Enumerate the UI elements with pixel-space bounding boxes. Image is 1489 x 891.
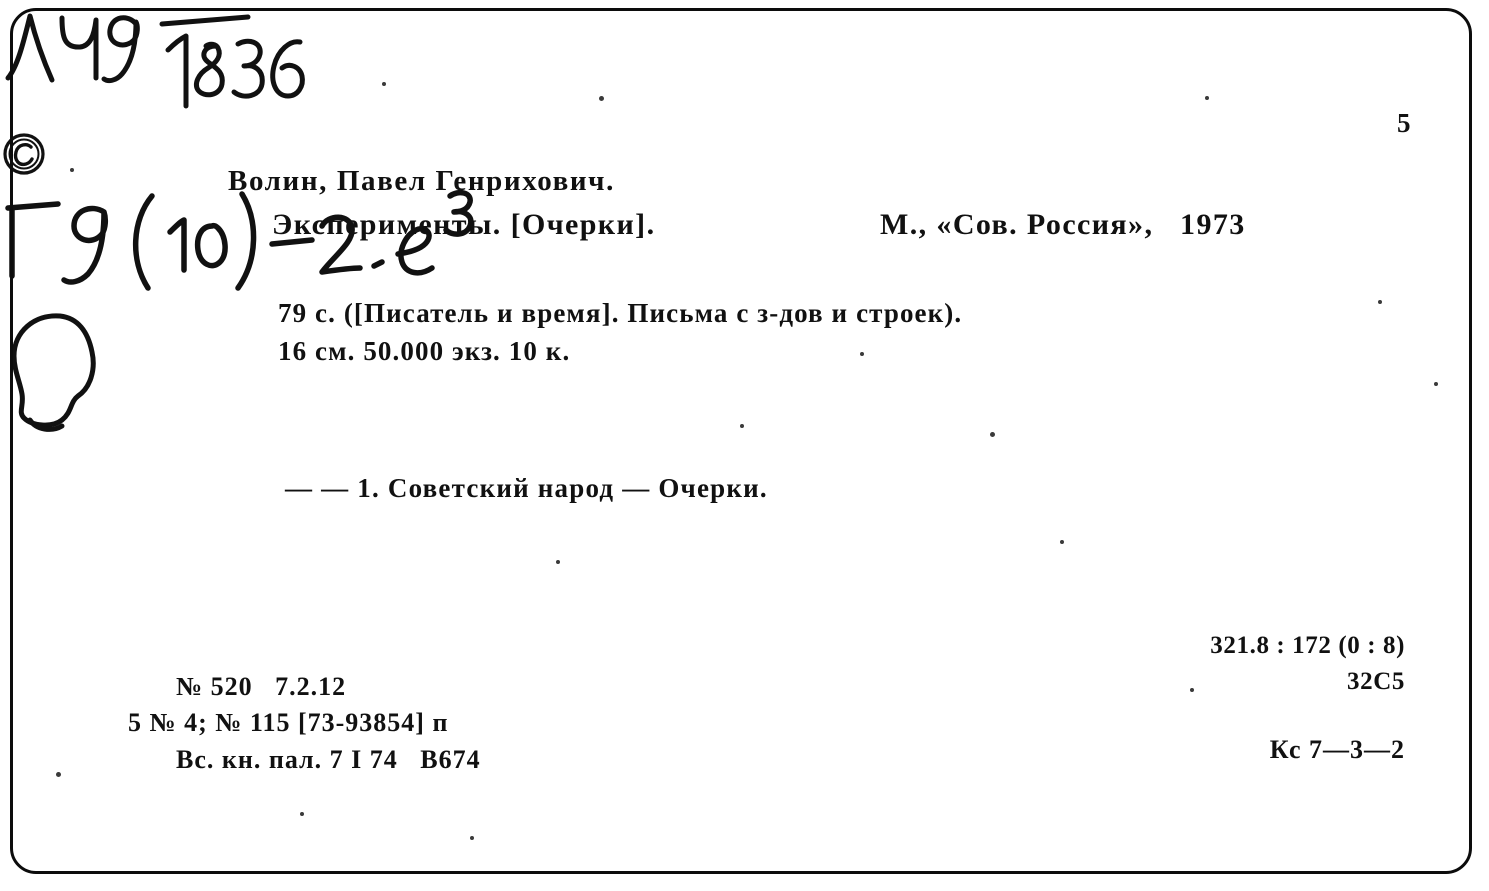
scan-speck	[1434, 382, 1438, 386]
subject-heading: — — 1. Советский народ — Очерки.	[285, 473, 768, 503]
registration-line-3: Вс. кн. пал. 7 I 74 В674	[176, 745, 481, 774]
scan-speck	[599, 96, 604, 101]
scan-speck	[860, 352, 864, 356]
scan-speck	[470, 836, 474, 840]
scan-speck	[1060, 540, 1064, 544]
author-line: Волин, Павел Генрихович.	[228, 165, 615, 197]
scan-speck	[1378, 300, 1382, 304]
scan-speck	[382, 82, 386, 86]
udc-number: 321.8 : 172 (0 : 8)	[1210, 632, 1405, 659]
collation-line-2: 16 см. 50.000 экз. 10 к.	[278, 336, 571, 366]
scan-speck	[556, 560, 560, 564]
scan-speck	[300, 812, 304, 816]
scan-speck	[1190, 688, 1194, 692]
scan-speck	[990, 432, 995, 437]
page-number: 5	[1397, 108, 1411, 138]
ks-code: Кс 7—3—2	[1269, 735, 1405, 764]
registration-line-1: № 520 7.2.12	[176, 672, 347, 701]
scan-speck	[56, 772, 61, 777]
collation-line-1: 79 с. ([Писатель и время]. Письма с з-дов и строек).	[278, 298, 963, 328]
classification-code: 32С5	[1347, 668, 1405, 695]
registration-line-2: 5 № 4; № 115 [73-93854] п	[128, 708, 449, 737]
title-line: Эксперименты. [Очерки].	[272, 208, 656, 241]
scan-speck	[740, 424, 744, 428]
scan-speck	[1205, 96, 1209, 100]
scan-speck	[70, 168, 74, 172]
imprint-line: М., «Сов. Россия», 1973	[880, 208, 1246, 241]
